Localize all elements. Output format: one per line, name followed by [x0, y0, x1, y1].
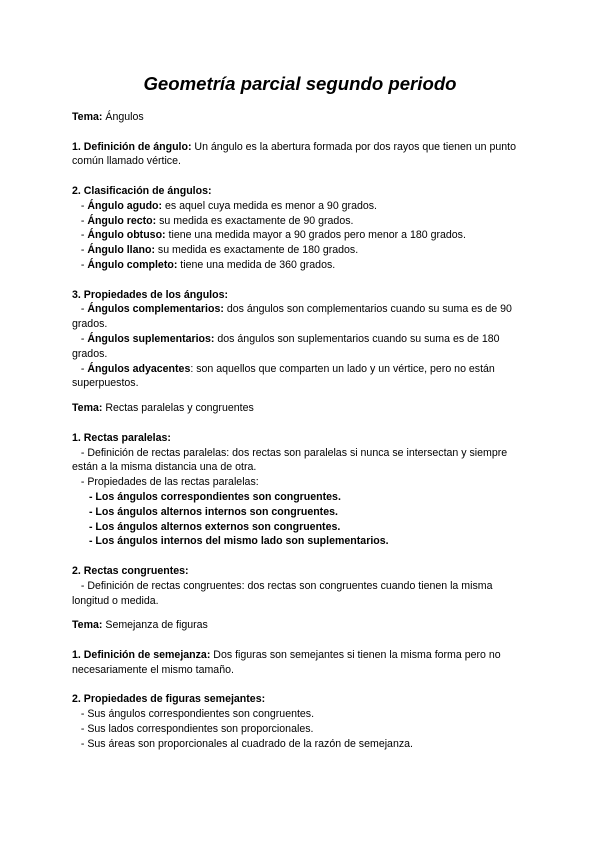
item-text: Los ángulos alternos externos son congruentes. [95, 520, 341, 533]
list-item: - Los ángulos alternos externos son congruentes. [86, 520, 341, 533]
item-term: Ángulo llano: [87, 244, 155, 257]
item-term: Ángulos complementarios: [87, 303, 224, 316]
item-term: Ángulos adyacentes [87, 362, 191, 375]
item-text: su medida es exactamente de 180 grados. [154, 244, 359, 257]
list-item: - Sus lados correspondientes son proporcionales. [72, 722, 314, 735]
section-heading: 1. Definición de semejanza: [72, 648, 211, 661]
topic-value: Rectas paralelas y congruentes [105, 402, 254, 415]
item-text: Los ángulos internos del mismo lado son suplementarios. [95, 535, 389, 548]
topic-value: Semejanza de figuras [105, 619, 208, 632]
item-term: Ángulo completo: [87, 258, 178, 271]
item-text: Propiedades de las rectas paralelas: [87, 476, 259, 489]
section-heading-text: 1. Rectas paralelas: [72, 431, 171, 444]
section-heading [72, 431, 532, 446]
list-item: - Definición de rectas congruentes: dos rectas son congruentes cuando tienen la misma longitud o medida. [72, 579, 493, 607]
topic-line [72, 401, 532, 416]
list-item: - Ángulos adyacentes: son aquellos que comparten un lado y un vértice, pero no están superpuestos. [72, 362, 495, 390]
section-heading [72, 692, 532, 707]
list-item: - Ángulo agudo: es aquel cuya medida es menor a 90 grados. [72, 199, 377, 212]
list-item: - Ángulos complementarios: dos ángulos son complementarios cuando su suma es de 90 grados. [72, 303, 512, 331]
topic-value: Ángulos [105, 111, 144, 123]
list-item: - Sus áreas son proporcionales al cuadrado de la razón de semejanza. [72, 737, 413, 750]
list-item: - Ángulo completo: tiene una medida de 360 grados. [72, 258, 336, 271]
list-item: - Ángulos suplementarios: dos ángulos son suplementarios cuando su suma es de 180 grados. [72, 332, 500, 360]
item-text: Sus lados correspondientes son proporcionales. [87, 722, 314, 735]
section-heading: 1. Definición de ángulo: [72, 140, 192, 153]
list-item: - Los ángulos internos del mismo lado son suplementarios. [86, 535, 389, 548]
item-text: tiene una medida de 360 grados. [177, 258, 336, 271]
item-text: Los ángulos alternos internos son congruentes. [95, 505, 338, 518]
section-heading [72, 184, 532, 199]
item-text: tiene una medida mayor a 90 grados pero menor a 180 grados. [165, 229, 466, 242]
list-item: - Los ángulos alternos internos son congruentes. [86, 505, 338, 518]
list-item: - Los ángulos correspondientes son congruentes. [86, 490, 341, 503]
list-item: - Definición de rectas paralelas: dos rectas son paralelas si nunca se intersectan y siempre están a la misma distancia una de otra. [72, 446, 508, 474]
section-heading-text: 3. Propiedades de los ángulos: [72, 288, 228, 301]
list-item: - Sus ángulos correspondientes son congruentes. [72, 708, 315, 721]
item-term: Ángulo recto: [87, 214, 157, 227]
list-item: - Propiedades de las rectas paralelas: [72, 476, 259, 489]
item-text: Definición de rectas paralelas: dos rectas son paralelas si nunca se intersectan y siempre están a la misma distancia una de otra. [72, 446, 508, 474]
document-title: Geometría parcial segundo periodo [143, 73, 457, 94]
section-heading [72, 288, 532, 303]
item-term: Ángulo agudo: [87, 199, 163, 212]
section-heading-text: 2. Rectas congruentes: [72, 564, 189, 577]
topic-label: Tema: [72, 402, 103, 415]
section-text: Dos figuras son semejantes si tienen la misma forma pero no necesariamente el mismo tamaño. [72, 648, 501, 676]
item-term: Ángulos suplementarios: [87, 332, 215, 345]
item-text: dos ángulos son complementarios cuando su suma es de 90 grados. [72, 303, 512, 331]
item-text: : son aquellos que comparten un lado y un vértice, pero no están superpuestos. [72, 362, 495, 390]
section-definicion-angulo [72, 140, 532, 170]
section-heading-text: 2. Clasificación de ángulos: [72, 184, 212, 197]
item-term: Ángulo obtuso: [87, 229, 166, 242]
item-text: su medida es exactamente de 90 grados. [156, 214, 354, 227]
list-item: - Ángulo recto: su medida es exactamente de 90 grados. [72, 214, 354, 227]
document-body [72, 110, 532, 751]
section-text: Un ángulo es la abertura formada por dos rayos que tienen un punto común llamado vértice. [72, 140, 516, 168]
topic-line [72, 110, 532, 125]
list-item: - Ángulo llano: su medida es exactamente de 180 grados. [72, 244, 359, 257]
list-item: - Ángulo obtuso: tiene una medida mayor a 90 grados pero menor a 180 grados. [72, 229, 466, 242]
item-text: Definición de rectas congruentes: dos rectas son congruentes cuando tienen la misma longitud o medida. [72, 579, 493, 607]
item-text: dos ángulos son suplementarios cuando su suma es de 180 grados. [72, 332, 500, 360]
item-text: Sus ángulos correspondientes son congruentes. [87, 708, 315, 721]
item-text: Los ángulos correspondientes son congruentes. [95, 490, 341, 503]
item-text: Sus áreas son proporcionales al cuadrado de la razón de semejanza. [87, 737, 413, 750]
topic-label: Tema: [72, 111, 103, 123]
section-heading [72, 564, 532, 579]
topic-line [72, 618, 532, 633]
section-definicion-semejanza [72, 648, 532, 678]
topic-label: Tema: [72, 619, 103, 632]
item-text: es aquel cuya medida es menor a 90 grados. [162, 199, 377, 212]
section-heading-text: 2. Propiedades de figuras semejantes: [72, 693, 266, 706]
